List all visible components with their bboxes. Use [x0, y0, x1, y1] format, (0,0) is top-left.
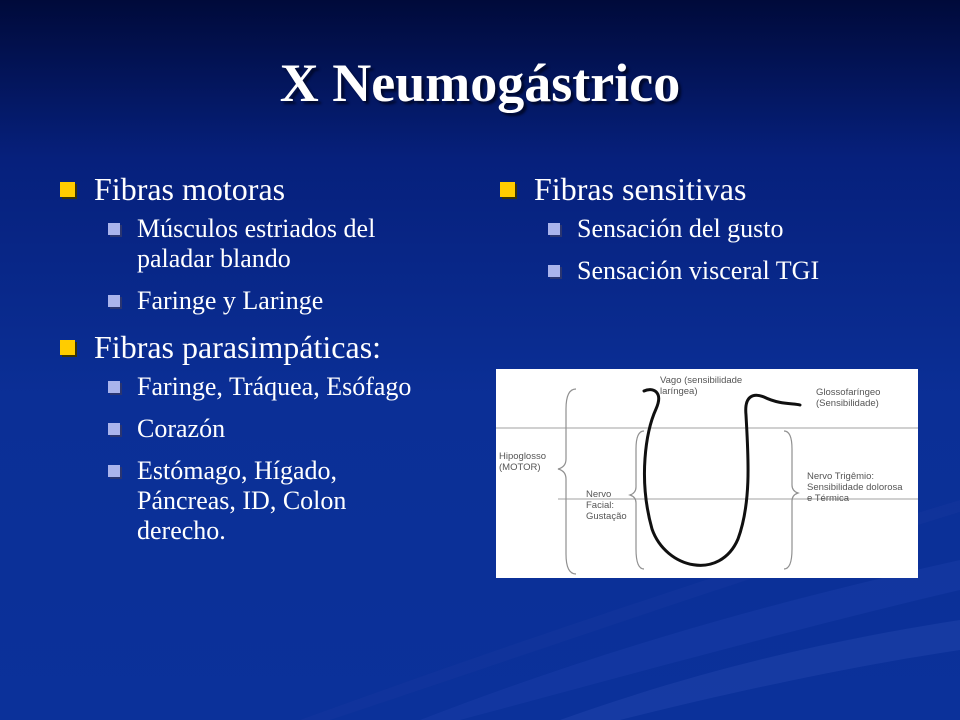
sub-bullet-text: Faringe y Laringe — [137, 286, 324, 315]
sub-bullet-item — [548, 256, 920, 286]
brace-trigemio — [784, 431, 798, 569]
square-bullet-icon — [60, 340, 75, 355]
brace-facial — [630, 431, 644, 569]
label-hipoglosso: Hipoglosso (MOTOR) — [499, 451, 546, 473]
bullet-fibras-parasimpaticas — [60, 328, 440, 366]
sub-bullet-item — [108, 456, 440, 546]
sub-bullet-item — [108, 214, 440, 274]
label-trigemio: Nervo Trigêmio: Sensibilidade dolorosa e Térmica — [807, 471, 903, 504]
slide-title: X Neumogástrico — [279, 53, 681, 113]
square-bullet-icon — [60, 182, 75, 197]
sub-bullet-text: Sensación visceral TGI — [577, 256, 820, 285]
bullet-fibras-motoras — [60, 170, 440, 208]
brace-hipoglosso — [558, 389, 576, 574]
square-bullet-icon — [108, 465, 120, 477]
bullet-text: Fibras parasimpáticas: — [94, 329, 382, 365]
sub-bullet-text: Estómago, Hígado, Páncreas, ID, Colon derecho. — [137, 456, 347, 545]
sub-bullet-text: Faringe, Tráquea, Esófago — [137, 372, 412, 401]
label-glossofaringeo: Glossofaríngeo (Sensibilidade) — [816, 387, 881, 409]
sub-bullet-item — [108, 414, 440, 444]
square-bullet-icon — [500, 182, 515, 197]
sub-bullet-item — [548, 214, 920, 244]
bullet-text: Fibras motoras — [94, 171, 286, 207]
square-bullet-icon — [548, 223, 560, 235]
square-bullet-icon — [108, 223, 120, 235]
square-bullet-icon — [108, 295, 120, 307]
square-bullet-icon — [108, 381, 120, 393]
label-vago: Vago (sensibilidade laríngea) — [660, 375, 743, 397]
sub-bullet-text: Corazón — [137, 414, 226, 443]
square-bullet-icon — [548, 265, 560, 277]
square-bullet-icon — [108, 423, 120, 435]
bullet-fibras-sensitivas — [500, 170, 920, 208]
bullet-text: Fibras sensitivas — [534, 171, 747, 207]
tongue-innervation-diagram — [496, 369, 918, 578]
label-facial: Nervo Facial: Gustação — [586, 489, 627, 522]
left-column — [60, 170, 440, 558]
sub-bullet-item — [108, 372, 440, 402]
sub-bullet-item — [108, 286, 440, 316]
right-column — [500, 170, 920, 298]
sub-bullet-text: Sensación del gusto — [577, 214, 784, 243]
tongue-outline — [644, 390, 800, 566]
sub-bullet-text: Músculos estriados del paladar blando — [137, 214, 376, 273]
